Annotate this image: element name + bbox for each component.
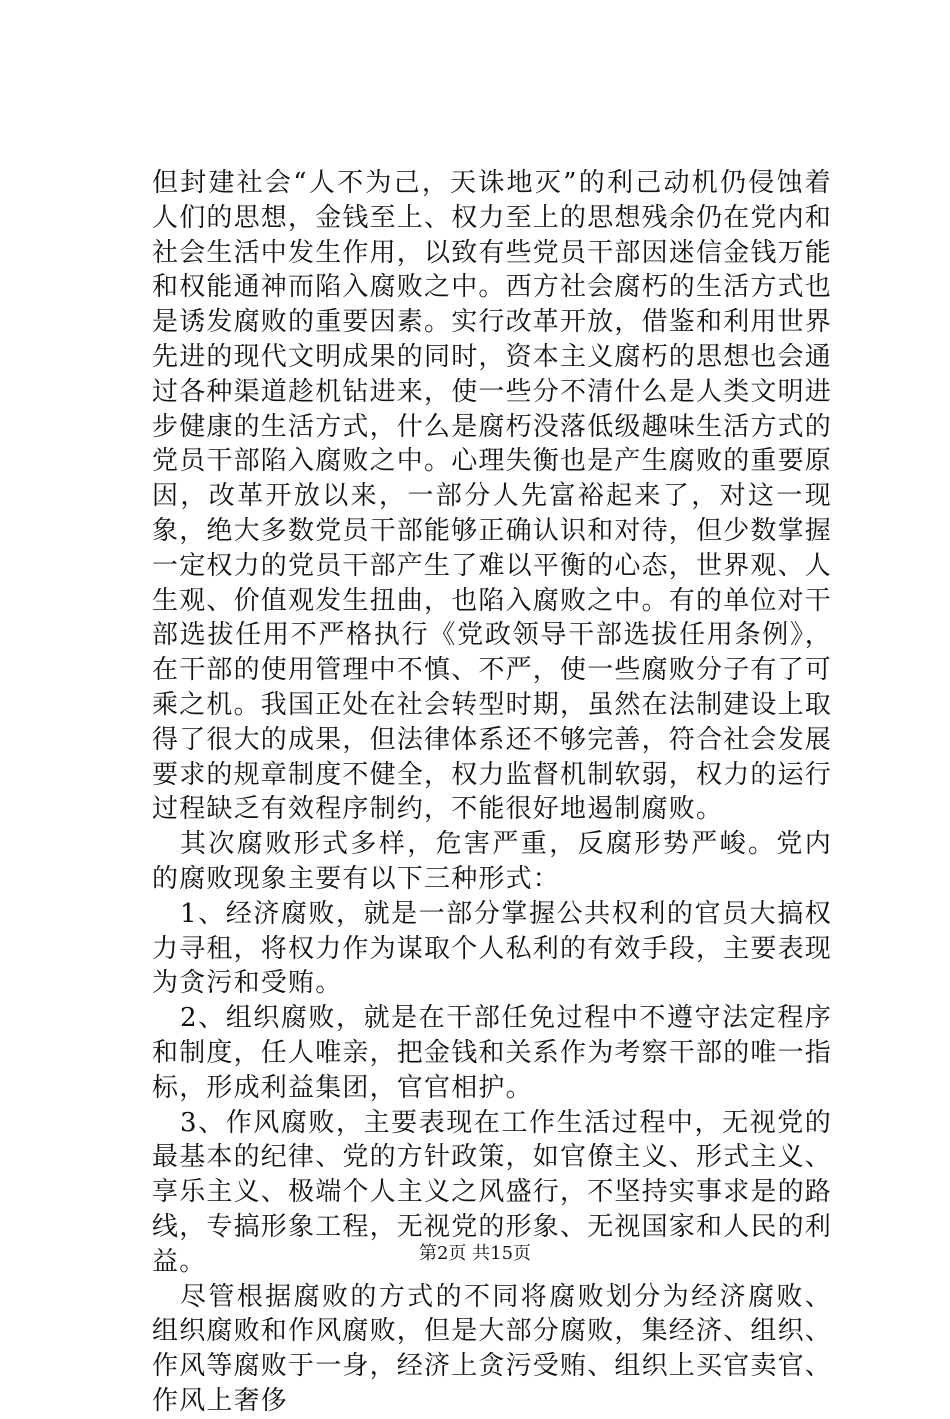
- paragraph-economic-corruption: 1、经济腐败，就是一部分掌握公共权利的官员大搞权力寻租，将权力作为谋取个人私利的有效手段，主要表现为贪污和受贿。: [152, 898, 833, 999]
- document-body: [152, 166, 832, 1419]
- paragraph-summary: 尽管根据腐败的方式的不同将腐败划分为经济腐败、组织腐败和作风腐败，但是大部分腐败，集经济、组织、作风等腐败于一身，经济上贪污受贿、组织上买官卖官、作风上奢侈: [152, 1281, 833, 1416]
- paragraph-causes: 但封建社会“人不为己，天诛地灭”的利己动机仍侵蚀着人们的思想，金钱至上、权力至上的思想残余仍在党内和社会生活中发生作用，以致有些党员干部因迷信金钱万能和权能通神而陷入腐败之中。西方社会腐朽的生活方式也是诱发腐败的重要因素。实行改革开放，借鉴和利用世界先进的现代文明成果的同时，资本主义腐朽的思想也会通过各种渠道趁机钻进来，使一些分不清什么是人类文明进步健康的生活方式，什么是腐朽没落低级趣味生活方式的党员干部陷入腐败之中。心理失衡也是产生腐败的重要原因，改革开放以来，一部分人先富裕起来了，对这一现象，绝大多数党员干部能够正确认识和对待，但少数掌握一定权力的党员干部产生了难以平衡的心态，世界观、人生观、价值观发生扭曲，也陷入腐败之中。有的单位对干部选拔任用不严格执行《党政领导干部选拔任用条例》，在干部的使用管理中不慎、不严，使一些腐败分子有了可乘之机。我国正处在社会转型时期，虽然在法制建设上取得了很大的成果，但法律体系还不够完善，符合社会发展要求的规章制度不健全，权力监督机制软弱，权力的运行过程缺乏有效程序制约，不能很好地遏制腐败。: [152, 168, 833, 825]
- paragraph-organizational-corruption: 2、组织腐败，就是在干部任免过程中不遵守法定程序和制度，任人唯亲，把金钱和关系作为考察干部的唯一指标，形成利益集团，官官相护。: [152, 1003, 833, 1103]
- page-number-footer: 第2页 共15页: [418, 1243, 532, 1264]
- paragraph-corruption-forms-intro: 其次腐败形式多样，危害严重，反腐形势严峻。党内的腐败现象主要有以下三种形式：: [152, 829, 832, 894]
- paragraph-style-corruption: 3、作风腐败，主要表现在工作生活过程中，无视党的最基本的纪律、党的方针政策，如官僚主义、形式主义、享乐主义、极端个人主义之风盛行，不坚持实事求是的路线，专搞形象工程，无视党的形象、无视国家和人民的利益。: [152, 1107, 833, 1277]
